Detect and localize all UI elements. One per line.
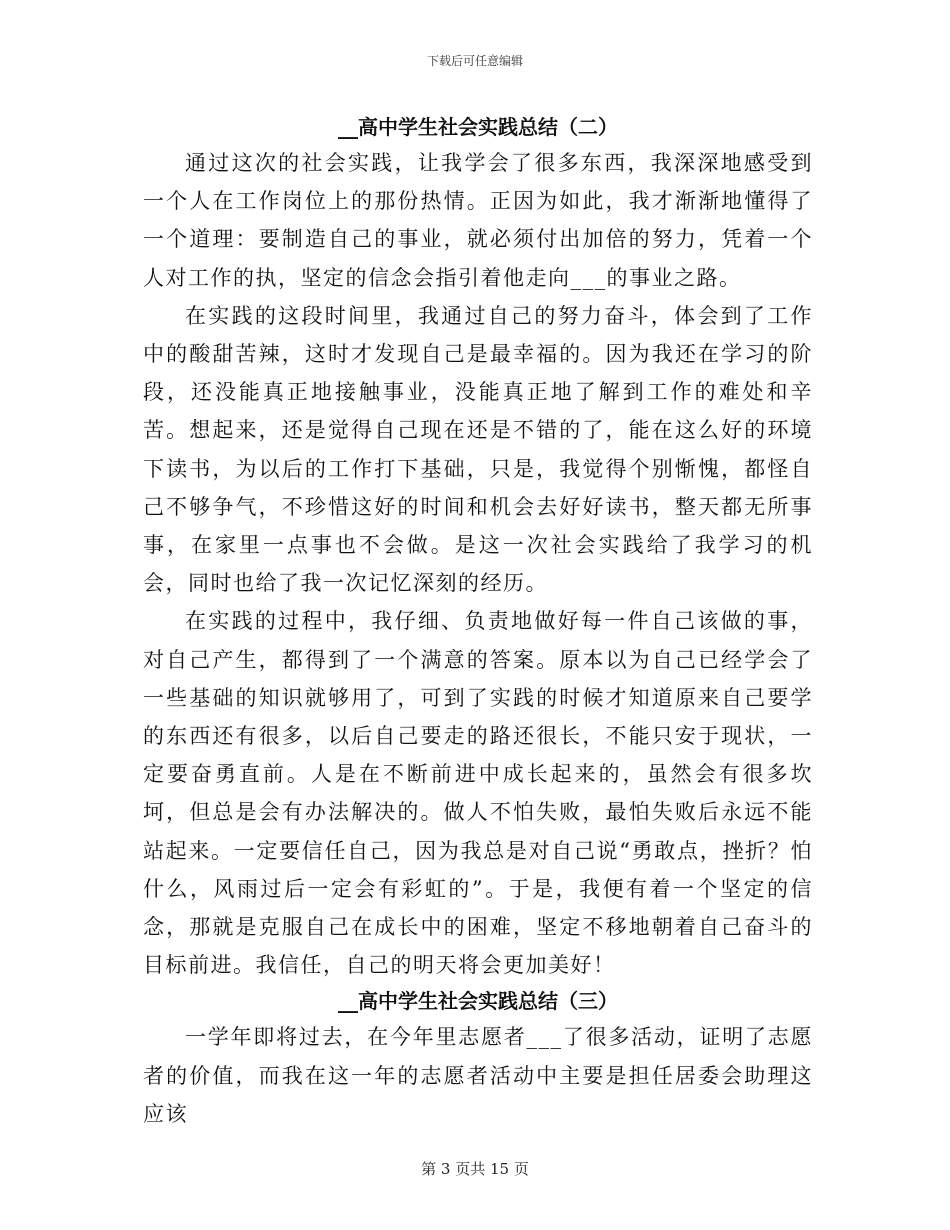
- section-title: __高中学生社会实践总结（二）: [338, 115, 618, 139]
- paragraph: 一学年即将过去，在今年里志愿者___了很多活动，证明了志愿者的价值，而我在这一年的志愿者活动中主要是担任居委会助理这应该: [143, 1025, 813, 1126]
- paragraph: 在实践的过程中，我仔细、负责地做好每一件自己该做的事，对自己产生，都得到了一个满意的答案。原本以为自己已经学会了一些基础的知识就够用了，可到了实践的时候才知道原来自己要学的东西还有很多，以后自己要走的路还很长，不能只安于现状，一定要奋勇直前。人是在不断前进中成长起来的，虽然会有很多坎坷，但总是会有办法解决的。做人不怕失败，最怕失败后永远不能站起来。一定要信任自己，因为我总是对自己说“勇敢点，挫折？怕什么，风雨过后一定会有彩虹的”。于是，我便有着一个坚定的信念，那就是克服自己在成长中的困难，坚定不移地朝着自己奋斗的目标前进。我信任，自己的明天将会更加美好！: [143, 609, 813, 978]
- page-header-note: 下载后可任意编辑: [426, 54, 523, 68]
- paragraph: 在实践的这段时间里，我通过自己的努力奋斗，体会到了工作中的酸甜苦辣，这时才发现自己是最幸福的。因为我还在学习的阶段，还没能真正地接触事业，没能真正地了解到工作的难处和辛苦。想起来，还是觉得自己现在还是不错的了，能在这么好的环境下读书，为以后的工作打下基础，只是，我觉得个别惭愧，都怪自己不够争气，不珍惜这好的时间和机会去好好读书，整天都无所事事，在家里一点事也不会做。是这一次社会实践给了我学习的机会，同时也给了我一次记忆深刻的经历。: [143, 303, 813, 596]
- section-title: __高中学生社会实践总结（三）: [338, 989, 618, 1014]
- page-number-footer: 第 3 页共 15 页: [421, 1160, 529, 1178]
- document-body: [143, 110, 813, 1133]
- paragraph: 通过这次的社会实践，让我学会了很多东西，我深深地感受到一个人在工作岗位上的那份热情。正因为如此，我才渐渐地懂得了一个道理：要制造自己的事业，就必须付出加倍的努力，凭着一个人对工作的执，坚定的信念会指引着他走向___的事业之路。: [143, 151, 813, 290]
